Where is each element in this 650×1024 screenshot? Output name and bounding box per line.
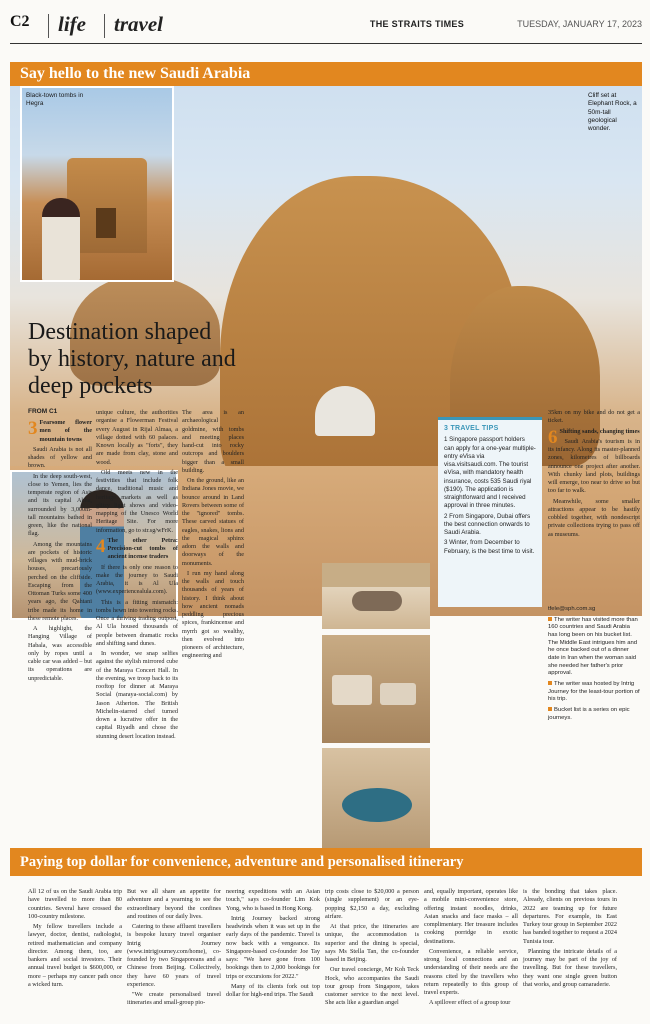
pool-shape xyxy=(342,788,412,822)
paragraph: neering expeditions with an Asian touch," says co-founder Lim Kok Yong, who is based in Hong Kong. xyxy=(226,888,320,912)
section-label: life xyxy=(58,12,86,36)
paragraph: Saudi Arabia is not all shades of yellow and brown. xyxy=(28,445,92,470)
paragraph: Convenience, a reliable service, strong local connections and an understanding of their needs are the reasons cited by the travellers who return repeatedly to this group of travel experts. xyxy=(424,947,518,996)
drop-numeral: 4 xyxy=(96,535,106,557)
subsection-label: travel xyxy=(114,12,163,36)
tomb-door xyxy=(96,208,116,238)
photo-desert-villas xyxy=(322,635,430,743)
paragraph: A spillover effect of a group tour xyxy=(429,999,511,1007)
bullet-square xyxy=(548,617,552,621)
paragraph: In the deep south-west, close to Yemen, lies the temperate region of Asir and its capital Abha, surrounded by 3,000m-tall mountains bathed in green, like the national flag. xyxy=(28,472,92,538)
paragraph: Our travel concierge, Mr Koh Teck Hock, who accompanies the Saudi tour group from Singapore, takes customer service to the next level. She acts like a guardian angel xyxy=(325,966,419,1007)
paragraph: Many of its clients fork out top dollar for high-end trips. The Saudi xyxy=(226,982,320,998)
villa-shape xyxy=(332,675,372,705)
paragraph: On the ground, like an Indiana Jones movie, we bounce around in Land Rovers between some of the "ignored" tombs. These carved statues of eagles, snakes, lions and the magical sphinx adorn the walls and doorways of the monuments. xyxy=(182,477,244,567)
paragraph: Old meets new in the festivities that include folk dance, traditional music and heritage markets as well as glitzy light shows and video-mapping of the Unesco World Heritage Site. For more information, go to str.sg/wFrK. xyxy=(96,468,178,534)
paragraph: Catering to these affluent travellers is bespoke luxury travel organiser Intrig Journey (www.intrigjourney.com/home), co-founded by two Singaporeans and a Chinese from Beijing. Collectively, they have 60 years of travel experience. xyxy=(127,923,221,988)
bullet-square xyxy=(548,707,552,711)
villa-shape xyxy=(380,683,416,705)
paragraph: 35km on my bike and do not get a ticket. xyxy=(548,409,640,425)
note: Bucket list is a series on epic journeys. xyxy=(548,707,630,721)
paragraph: is the bonding that takes place. Already, clients on previous tours in 2022 are teaming up for future departures. For example, its East Turkey tour group in September 2022 has banded together to request a 2024 Tunisia tour. xyxy=(523,888,617,945)
headline: Destination shaped by history, nature and deep pockets xyxy=(28,319,236,399)
note: The writer was hosted by Intrig Journey for the least-tour portion of his trip. xyxy=(548,681,640,703)
paragraph: I run my hand along the walls and touch thousands of years of history. I think about how ancient nomads peddling precious spices, frankincense and myrrh got so wealthy, then evolved into pioneers of architecture, engineering and xyxy=(182,569,244,660)
article-column xyxy=(28,418,92,682)
lounge-seat xyxy=(352,591,402,611)
bullet-square xyxy=(548,681,552,685)
paragraph: If there is only one reason to make the journey to Saudi Arabia, it is Al Ula (www.experiencealula.com). xyxy=(96,563,178,596)
paragraph: But we all share an appetite for adventure and a yearning to see the extraordinary beyond the confines and routines of our daily lives. xyxy=(127,888,221,920)
paragraph: My fellow travellers include a lawyer, doctor, dentist, radiologist, retired mathematician and company director. Among them, too, are bankers and social investors. Their annual travel budget is $600,000, or more – perhaps my cancer path once a wicked turn. xyxy=(28,923,122,988)
page-number: C2 xyxy=(10,13,30,30)
article-column xyxy=(182,409,244,660)
bottom-banner: Paying top dollar for convenience, adventure and personalised itinerary xyxy=(10,848,642,876)
paragraph: Meanwhile, some smaller attractions appear to be hastily cobbled together, with nondescript private collections trying to pass off as museums. xyxy=(548,497,640,538)
paragraph: Planning the intricate details of a journey may be part of the joy of travelling. But for these travellers, they want one single green button that works, and group camaraderie. xyxy=(523,947,617,988)
subhead: The other Petra: Precision-cut tombs of ancient incense traders xyxy=(107,536,178,561)
note: The writer has visited more than 160 countries and Saudi Arabia has long been on his bucket list. The Middle East intrigues him and he once backed out of a dinner date in Iran when the woman said she needed her father's prior approval. xyxy=(548,616,638,677)
article-column xyxy=(548,409,640,577)
paragraph: In wonder, we snap selfies against the stylish mirrored cube of the Maraya Concert Hall. In the evening, we troop back to its rooftop for dinner at Maraya Social (maraya-social.com) by Jason Atherton. The British Michelin-starred chef turned down a lucrative offer in the capital Riyadh and chose the stunning desert location instead. xyxy=(96,650,178,740)
top-banner: Say hello to the new Saudi Arabia xyxy=(10,62,642,86)
article-column xyxy=(96,409,178,740)
paragraph: Intrig Journey backed strong headwinds when it was set up in the early days of the pandemic. Travel is now back with a vengeance. Its Singapore-based co-founder Joe Tay says: "We have gone from 100 bookings then to 2,000 bookings for trips or excursions for 2022." xyxy=(226,914,320,980)
writer-notes xyxy=(548,606,640,725)
paragraph: Saudi Arabia's tourism is in its infancy. Along its master-planned zones, kilometres of billboards announce one project after another. With chunky land plots, buildings will emerge, too near to drive so but too far to walk. xyxy=(548,437,640,495)
sidebar-column xyxy=(325,888,419,1018)
person-figure xyxy=(42,198,80,282)
paragraph: At that price, the itineraries are unique, the accommodation is superior and the dining is special, says Ms Stella Tan, the co-founder based in Beijing. xyxy=(325,923,419,963)
subhead: Shifting sands, changing times xyxy=(559,427,640,435)
paragraph: trip costs close to $20,000 a person (single supplement) or an eye-popping $2,150 a day, excluding airfare. xyxy=(325,888,419,920)
sidebar-column xyxy=(127,888,221,1018)
inset-photo-hegra-tombs xyxy=(20,86,174,282)
divider xyxy=(48,14,49,38)
travel-tips-box xyxy=(438,417,542,607)
tip-item: 2 From Singapore, Dubai offers the best connection onwards to Saudi Arabia. xyxy=(444,512,531,537)
sidebar-column xyxy=(424,888,518,1018)
paragraph: All 12 of us on the Saudi Arabia trip have travelled to more than 80 countries. Several have crossed the 100-country milestone. xyxy=(28,888,122,920)
photo-caption: Cliff set at Elephant Rock, a 50m-tall geological wonder. xyxy=(588,92,637,133)
paragraph: The area is an archaeological goldmine, with tombs and meeting places hand-cut into rocky outcrops and boulders bigger than a small building. xyxy=(182,409,244,474)
sidebar-column xyxy=(523,888,617,1018)
paragraph: Among the mountains are pockets of historic villages with mud-brick houses, precariously perched on the cliffside. Escaping from the Ottoman Turks some 400 years ago, the Qahtani tribe made its home in these remote places. xyxy=(28,540,92,622)
author-email: tfele@sph.com.sg xyxy=(548,606,596,612)
tip-item: 1 Singapore passport holders can apply for a one-year multiple-entry eVisa via visa.visitsaudi.com. The tourist eVisa, with mandatory health insurance, costs 535 Saudi riyal ($190). The application is straightforward and I received approval in three minutes. xyxy=(444,436,536,510)
sidebar-column xyxy=(226,888,320,1018)
canyon-wall xyxy=(322,563,430,587)
drop-numeral: 6 xyxy=(548,426,558,448)
tip-item: 3 Winter, from December to February, is the best time to visit. xyxy=(444,539,535,555)
paragraph: A highlight, the Hanging Village of Habala, was accessible only by ropes until a cable car was added – but its operations are unpredictable. xyxy=(28,625,92,682)
sidebar-column xyxy=(28,888,122,1018)
photo-caption: Black-town tombs in Hegra xyxy=(26,92,84,108)
photo-resort-pool xyxy=(322,748,430,848)
paragraph: and, equally important, operates like a mobile mini-convenience store, offering instant noodles, drinks, Asian snacks and face masks – all complimentary. Her treasure includes cooking porridge in exotic destinations. xyxy=(424,888,518,945)
subhead: Fearsome flower men of the mountain towns xyxy=(39,419,92,443)
divider xyxy=(104,14,105,38)
paragraph: unique culture, the authorities organise a Flowerman Festival every August in Rijal Almaa, a village dotted with 60 palaces. Known locally as "forts", they are made from clay, stone and wood. xyxy=(96,409,178,466)
photo-habitas-villa xyxy=(322,563,430,629)
paragraph: This is a fitting mismatch: tombs hewn into towering rocks. Once a thriving trading outpost, Al Ula housed thousands of people between dramatic rocks and shifting sand dunes. xyxy=(96,598,178,647)
masthead xyxy=(10,10,642,44)
tips-title: 3 TRAVEL TIPS xyxy=(444,425,499,432)
issue-date: TUESDAY, JANUARY 17, 2023 xyxy=(517,19,642,29)
newspaper-name: THE STRAITS TIMES xyxy=(369,19,464,29)
byline: FROM C1 xyxy=(28,408,58,415)
paragraph: "We create personalised travel itineraries and small-group pio- xyxy=(127,991,221,1007)
drop-numeral: 3 xyxy=(28,418,38,439)
